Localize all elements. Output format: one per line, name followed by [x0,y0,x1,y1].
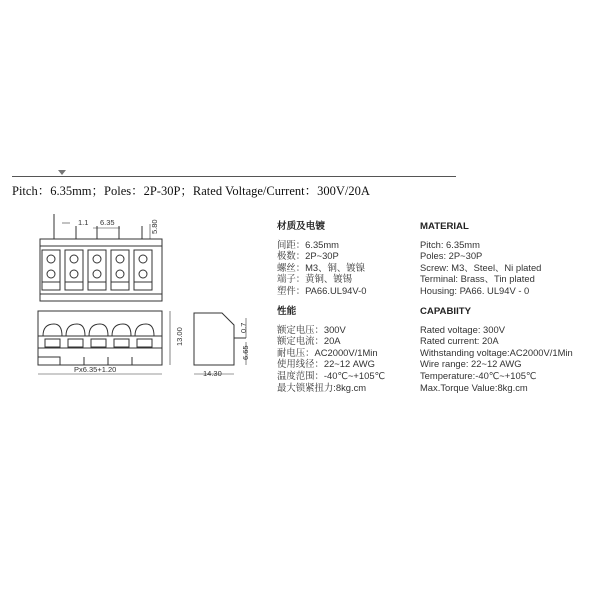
screw-block-5 [134,250,152,290]
screw-block-2 [65,250,83,290]
screw-block-1 [42,250,60,290]
en-capability-line: Temperature:-40℃~+105℃ [420,369,537,381]
dim-top-height: 5.80 [150,219,159,234]
en-capability-section [420,306,573,393]
dim-side-offset: 0.7 [239,322,248,333]
cn-performance-line: 温度范围：-40℃~+105℃ [277,369,386,381]
cn-performance-line: 使用线径：22~12 AWG [277,358,375,370]
en-capability-line: Rated voltage: 300V [420,323,505,335]
en-material-section [420,221,541,297]
en-material-line: Poles: 2P~30P [420,250,483,262]
cn-performance-line: 额定电流：20A [277,335,341,347]
en-capability-line: Withstanding voltage:AC2000V/1Min [420,346,573,358]
dim-total-width: Px6.35+1.20 [74,365,117,374]
en-material-line: Terminal: Brass、Tin plated [420,273,535,285]
en-material-line: Housing: PA66. UL94V - 0 [420,284,530,296]
side-body [194,313,234,365]
cn-performance-section [277,306,385,393]
en-capability-line: Rated current: 20A [420,335,499,347]
dim-body-height: 13.00 [175,327,184,346]
dim-pin-height: 6.65 [241,345,250,360]
dim-pitch: 6.35 [100,218,115,227]
cn-material-line: 极数：2P~30P [277,250,339,262]
cn-material-line: 端子：黄铜、镀锡 [277,273,353,285]
screw-block-3 [88,250,106,290]
cn-performance-title: 性能 [277,306,297,317]
cn-performance-line: 耐电压：AC2000V/1Min [277,346,378,358]
spec-summary-line: Pitch：6.35mm；Poles：2P-30P；Rated Voltage/Current：300V/20A [12,184,370,198]
cn-material-line: 螺丝：M3、铜、镀镍 [277,261,366,273]
en-material-line: Screw: M3、Steel、Ni plated [420,261,542,273]
side-view [194,313,246,374]
cn-material-title: 材质及电镀 [277,221,325,232]
cn-material-line: 间距：6.35mm [277,238,339,250]
en-capability-line: Max.Torque Value:8kg.cm [420,381,528,393]
screw-block-4 [111,250,129,290]
en-capability-line: Wire range: 22~12 AWG [420,358,522,370]
cn-material-section [277,221,366,297]
cn-material-line: 塑件：PA66.UL94V-0 [277,284,367,296]
top-view [40,214,162,301]
cn-performance-line: 额定电压：300V [277,323,346,335]
en-capability-title: CAPABIITY [420,306,471,317]
en-material-line: Pitch: 6.35mm [420,238,480,250]
dim-side-width: 14.30 [203,369,222,378]
en-material-title: MATERIAL [420,221,469,232]
dim-top-gap: 1.1 [78,218,89,227]
cn-performance-line: 最大锁紧扭力:8kg.cm [277,381,367,393]
